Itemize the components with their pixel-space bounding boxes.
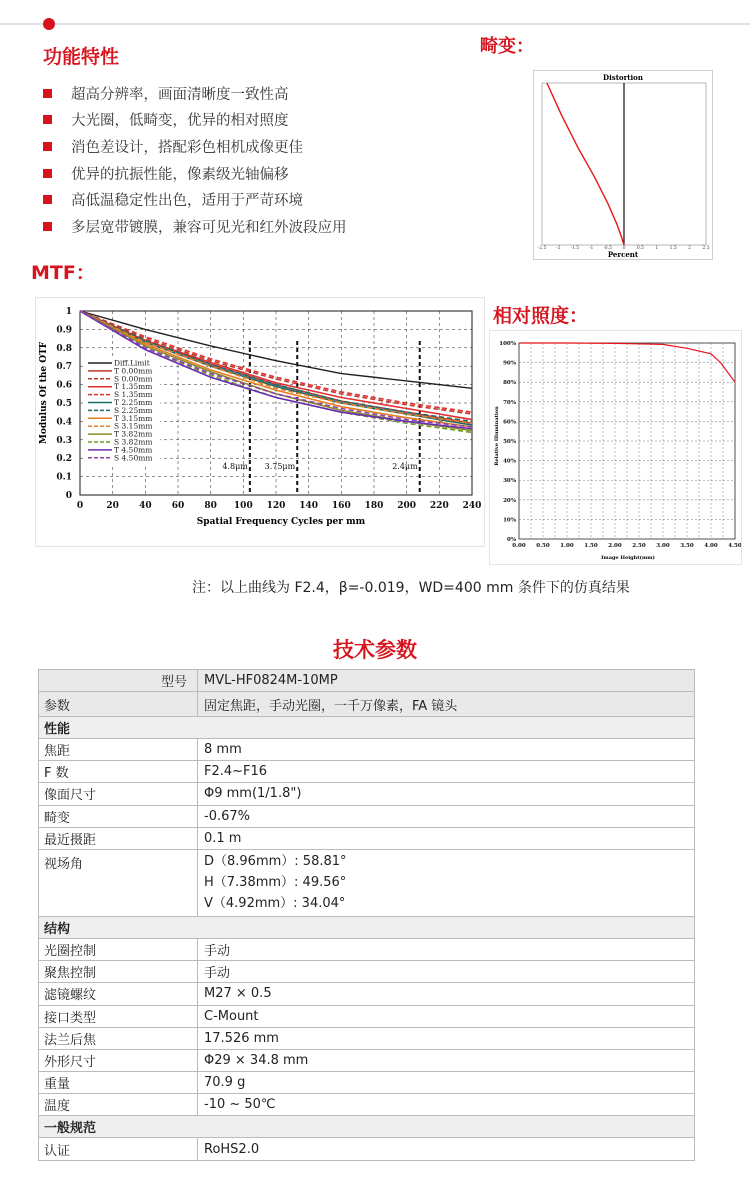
rel-illum-y-tick-label: 40% [503,458,516,465]
table-row-param [39,692,695,717]
table-row: 像面尺寸 Φ9 mm(1/1.8") [39,783,695,805]
mtf-x-tick-label: 180 [364,501,384,511]
distortion-chart-panel [533,70,713,260]
mtf-x-tick-label: 40 [139,501,152,511]
mtf-y-tick-label: 0.6 [56,380,72,391]
mtf-x-tick-label: 0 [76,501,84,511]
distortion-curve [547,83,624,245]
model-value: MVL-HF0824M-10MP [198,670,695,691]
table-row: 最近摄距 0.1 m [39,828,695,850]
fov-values: D（8.96mm）: 58.81° H（7.38mm）: 49.56° V（4.92mm）: 34.04° [198,850,695,916]
bullet-icon [43,142,52,151]
rel-illum-y-tick-label: 100% [499,341,516,347]
distortion-tick-label: -2.5 [537,246,547,251]
feature-item: 消色差设计，搭配彩色相机成像更佳 [43,133,347,160]
distortion-title: 畸变： [480,36,534,57]
rel-illum-chart [490,331,741,564]
mtf-y-tick-label: 0.8 [56,343,72,354]
rel-illum-x-tick-label: 3.00 [656,543,670,549]
distortion-tick-label: -0.5 [603,246,612,251]
section-row-performance [39,717,695,739]
rel-illum-title: 相对照度： [493,305,589,327]
spec-table [38,669,695,1161]
mtf-x-tick-label: 240 [462,501,482,511]
mtf-xlabel: Spatial Frequency Cycles per mm [196,517,366,527]
simulation-note: 注：以上曲线为 F2.4，β=-0.019，WD=400 mm 条件下的仿真结果 [192,580,630,596]
mtf-chart [36,298,484,546]
rel-illum-y-tick-label: 20% [503,497,516,504]
spec-table-title: 技术参数 [333,638,417,662]
mtf-x-tick-label: 200 [397,501,417,511]
feature-item: 超高分辨率，画面清晰度一致性高 [43,80,347,107]
distortion-tick-label: 1.5 [669,246,677,251]
rel-illum-y-tick-label: 0% [506,537,516,543]
mtf-legend-label: S 3.15mm [114,421,153,431]
mtf-chart-panel [35,297,485,547]
mtf-legend-label: S 0.00mm [114,374,153,384]
mtf-legend-label: T 0.00mm [114,366,153,376]
table-row: 法兰后焦 17.526 mm [39,1028,695,1050]
distortion-tick-label: 1 [655,246,659,251]
general-section-label: 一般规范 [39,1116,695,1137]
performance-section-label: 性能 [39,717,695,738]
table-row: 焦距 8 mm [39,739,695,761]
distortion-tick-label: 2.5 [702,246,710,251]
mtf-y-tick-label: 1 [65,307,72,317]
rel-illum-chart-panel [489,330,742,565]
feature-item: 优异的抗振性能，像素级光轴偏移 [43,160,347,187]
table-row-fov [39,850,695,917]
mtf-x-tick-label: 60 [171,501,185,511]
model-label: 型号 [39,670,198,691]
mtf-legend-label: Diff.Limit [114,358,150,368]
bullet-icon [43,115,52,124]
structure-section-label: 结构 [39,917,695,938]
rel-illum-ylabel: Relative Illumination [494,406,500,466]
mtf-legend-label: T 3.82mm [114,429,153,439]
table-row: 温度 -10 ~ 50℃ [39,1094,695,1116]
rel-illum-y-tick-label: 80% [503,380,516,387]
rel-illum-y-tick-label: 10% [503,517,516,524]
top-dot-marker [43,18,55,30]
param-label: 参数 [39,692,198,716]
mtf-x-tick-label: 100 [233,501,253,511]
features-title: 功能特性 [43,46,120,68]
table-row: 滤镜螺纹 M27 × 0.5 [39,983,695,1005]
fov-label: 视场角 [39,850,198,916]
feature-item: 多层宽带镀膜，兼容可见光和红外波段应用 [43,213,347,240]
rel-illum-x-tick-label: 2.00 [608,543,622,549]
distortion-chart-title: Distortion [603,73,643,82]
mtf-y-tick-label: 0.7 [56,362,72,373]
param-value: 固定焦距，手动光圈，一千万像素，FA 镜头 [198,692,695,716]
table-row: 接口类型 C-Mount [39,1006,695,1028]
distortion-xlabel: Percent [607,250,639,259]
mtf-annotation-label: 4.8μm [222,462,248,472]
mtf-x-tick-label: 220 [429,501,449,511]
mtf-x-tick-label: 120 [266,501,286,511]
table-row: 光圈控制 手动 [39,939,695,961]
mtf-title: MTF： [31,262,95,284]
rel-illum-y-tick-label: 50% [503,439,516,445]
table-row: 重量 70.9 g [39,1072,695,1094]
mtf-legend-label: S 2.25mm [114,405,153,415]
rel-illum-x-tick-label: 0.50 [536,543,550,549]
feature-item: 高低温稳定性出色，适用于严苛环境 [43,186,347,213]
distortion-chart [534,71,712,259]
mtf-x-tick-label: 160 [331,501,351,511]
mtf-y-tick-label: 0.5 [56,399,72,409]
table-row-model [39,670,695,692]
distortion-tick-label: -1 [589,246,594,251]
bullet-icon [43,89,52,98]
table-row: F 数 F2.4~F16 [39,761,695,783]
mtf-x-tick-label: 140 [299,501,319,511]
rel-illum-y-tick-label: 30% [503,478,516,485]
mtf-y-tick-label: 0.3 [56,435,72,446]
table-row: 聚焦控制 手动 [39,961,695,983]
rel-illum-y-tick-label: 90% [503,360,516,367]
bullet-icon [43,169,52,178]
mtf-y-tick-label: 0 [65,491,72,501]
rel-illum-x-tick-label: 1.50 [584,543,598,549]
table-row: 外形尺寸 Φ29 × 34.8 mm [39,1050,695,1072]
mtf-legend-label: T 1.35mm [114,382,153,392]
mtf-y-tick-label: 0.9 [56,325,72,336]
rel-illum-x-tick-label: 2.50 [632,543,646,549]
mtf-legend-label: T 2.25mm [114,398,153,407]
mtf-annotation-label: 3.75μm [264,462,296,472]
distortion-tick-label: -2 [556,246,561,251]
mtf-x-tick-label: 20 [106,501,119,511]
rel-illum-x-tick-label: 1.00 [560,543,574,549]
feature-list [43,80,347,240]
rel-illum-xlabel: Image Height(mm) [601,555,655,561]
rel-illum-x-tick-label: 4.50 [728,543,741,549]
bullet-icon [43,195,52,204]
table-row: 认证 RoHS2.0 [39,1138,695,1160]
mtf-legend-label: T 4.50mm [114,445,153,455]
mtf-annotation-label: 2.4μm [392,462,418,472]
mtf-legend-label: S 4.50mm [114,453,153,463]
mtf-y-tick-label: 0.2 [56,454,72,465]
mtf-legend-label: S 1.35mm [114,390,153,400]
top-divider [0,23,750,25]
rel-illum-y-tick-label: 70% [503,399,516,406]
feature-item: 大光圈，低畸变，优异的相对照度 [43,107,347,134]
mtf-x-tick-label: 80 [204,501,217,511]
distortion-tick-label: -1.5 [570,246,580,251]
mtf-ylabel: Modulus Of the OTF [39,341,49,445]
rel-illum-x-tick-label: 4.00 [704,543,718,549]
mtf-legend-label: T 3.15mm [114,413,153,423]
rel-illum-x-tick-label: 3.50 [680,543,694,549]
rel-illum-y-tick-label: 60% [503,419,516,426]
mtf-y-tick-label: 0.1 [56,472,72,483]
distortion-tick-label: 0 [622,246,626,251]
rel-illum-x-tick-label: 0.00 [512,543,526,549]
bullet-icon [43,222,52,231]
section-row-general [39,1116,695,1138]
mtf-y-tick-label: 0.4 [56,417,72,428]
distortion-tick-label: 0.5 [636,246,644,251]
distortion-tick-label: 2 [688,246,692,251]
mtf-legend-label: S 3.82mm [114,437,153,447]
table-row: 畸变 -0.67% [39,806,695,828]
section-row-structure [39,917,695,939]
